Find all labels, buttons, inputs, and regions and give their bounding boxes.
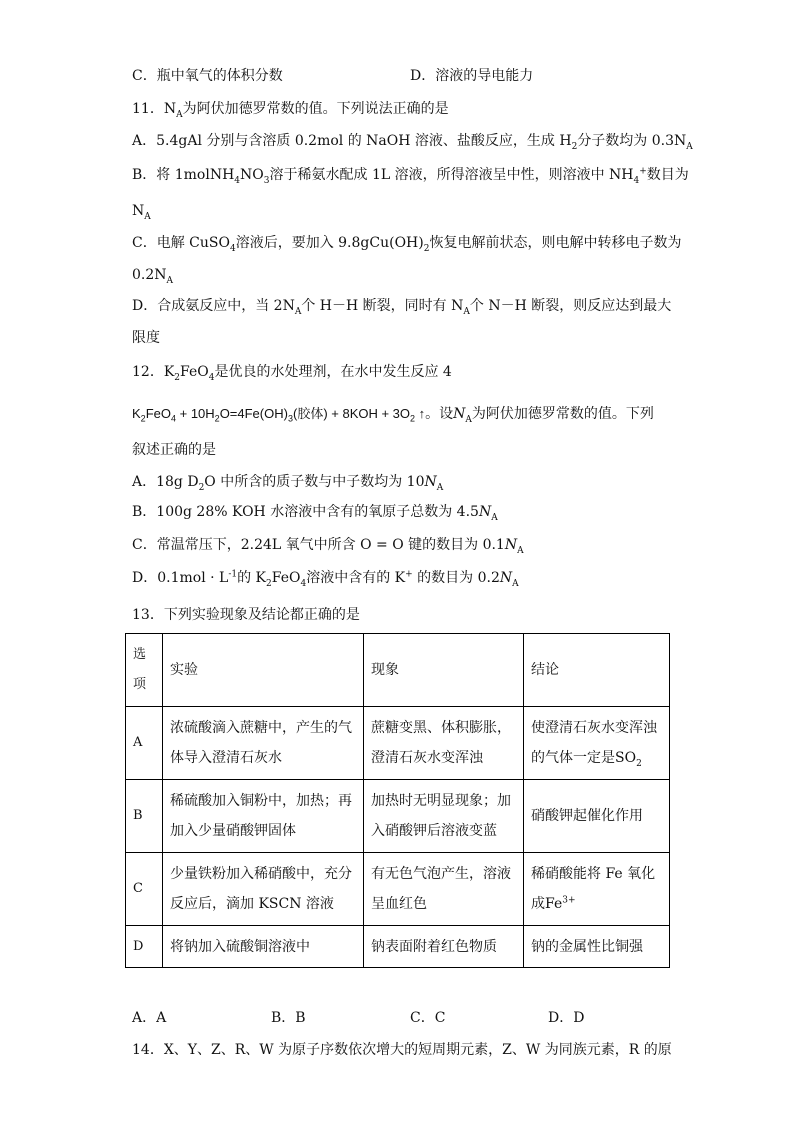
header-conclusion: 结论 xyxy=(524,634,670,707)
header-phenomenon: 现象 xyxy=(364,634,524,707)
q11-option-a: A．5.4gAl 分别与含溶质 0.2mol 的 NaOH 溶液、盐酸反应，生成 $H_2$分子数均为 $0.3N_A$ xyxy=(132,133,693,152)
q11-option-c-line1: C．电解 CuSO$_4$溶液后，要加入 $9.8gCu(OH)_2$恢复电解前状态，则电解中转移电子数为 xyxy=(132,235,682,254)
row-conclusion: 稀硝酸能将 Fe 氧化成$Fe^{3+}$ xyxy=(524,853,670,926)
experiment-table xyxy=(125,633,670,968)
q12-stem: 12．$K_2FeO_4$是优良的水处理剂，在水中发生反应 4 xyxy=(132,364,452,383)
q11-option-d-line2: 限度 xyxy=(132,330,160,346)
q12-option-a: A．18g $D_2O$ 中所含的质子数与中子数均为 $10N_A$ xyxy=(132,474,444,493)
row-phenomenon: 钠表面附着红色物质 xyxy=(364,926,524,968)
table-row xyxy=(126,707,670,780)
row-phenomenon: 加热时无明显现象；加入硝酸钾后溶液变蓝 xyxy=(364,780,524,853)
q10-option-d: D．溶液的导电能力 xyxy=(410,68,534,84)
q11-option-c-line2: $0.2N_A$ xyxy=(132,267,174,286)
q13-stem: 13．下列实验现象及结论都正确的是 xyxy=(132,607,360,623)
q12-equation: $K_2FeO_4 + 10H_2O=4Fe(OH)_3$(胶体) + $8KOH + 3O_2$ ↑。设$N_A$为阿伏加德罗常数的值。下列 xyxy=(132,406,654,425)
q12-option-b: B．100g 28% KOH 水溶液中含有的氧原子总数为 $4.5N_A$ xyxy=(132,504,498,523)
row-experiment: 浓硫酸滴入蔗糖中，产生的气体导入澄清石灰水 xyxy=(163,707,364,780)
q14-stem: 14．X、Y、Z、R、W 为原子序数依次增大的短周期元素，Z、W 为同族元素，R 的原 xyxy=(132,1042,672,1058)
q12-option-d: D．$0.1mol \cdot L^{-1}$的 $K_2FeO_4$溶液中含有的 K+ 的数目为 $0.2N_A$ xyxy=(132,569,519,589)
row-phenomenon: 有无色气泡产生，溶液呈血红色 xyxy=(364,853,524,926)
q12-stem-line2: 叙述正确的是 xyxy=(132,442,216,458)
q11-stem: 11．$N_A$为阿伏加德罗常数的值。下列说法正确的是 xyxy=(132,101,449,120)
table-row xyxy=(126,926,670,968)
row-option: D xyxy=(126,926,163,968)
q11-option-b-line1: B．将 $1molNH_4NO_3$溶于稀氨水配成 1L 溶液，所得溶液呈中性，则溶液中 $NH_4^+$数目为 xyxy=(132,166,689,186)
q12-option-c: C．常温常压下，2.24L 氧气中所含 O = O 键的数目为 $0.1N_A$ xyxy=(132,537,524,556)
row-experiment: 稀硫酸加入铜粉中，加热；再加入少量硝酸钾固体 xyxy=(163,780,364,853)
table-row xyxy=(126,780,670,853)
row-experiment: 将钠加入硫酸铜溶液中 xyxy=(163,926,364,968)
q13-answer-c: C．C xyxy=(410,1010,446,1026)
row-option: B xyxy=(126,780,163,853)
q13-answer-a: A．A xyxy=(132,1010,167,1026)
q10-option-c: C．瓶中氧气的体积分数 xyxy=(132,68,283,84)
row-option: A xyxy=(126,707,163,780)
q11-option-b-line2: $N_A$ xyxy=(132,203,151,222)
header-experiment: 实验 xyxy=(163,634,364,707)
row-phenomenon: 蔗糖变黑、体积膨胀，澄清石灰水变浑浊 xyxy=(364,707,524,780)
table-row xyxy=(126,853,670,926)
q13-answer-d: D．D xyxy=(548,1010,585,1026)
row-conclusion: 使澄清石灰水变浑浊的气体一定是$SO_2$ xyxy=(524,707,670,780)
table-header-row xyxy=(126,634,670,707)
row-conclusion: 硝酸钾起催化作用 xyxy=(524,780,670,853)
row-conclusion: 钠的金属性比铜强 xyxy=(524,926,670,968)
q11-option-d-line1: D．合成氨反应中，当 $2N_A$个 H－H 断裂，同时有 $N_A$个 N－H 断裂，则反应达到最大 xyxy=(132,298,672,317)
header-option: 选项 xyxy=(126,634,163,707)
q13-answer-b: B．B xyxy=(271,1010,306,1026)
row-option: C xyxy=(126,853,163,926)
row-experiment: 少量铁粉加入稀硝酸中，充分反应后，滴加 KSCN 溶液 xyxy=(163,853,364,926)
